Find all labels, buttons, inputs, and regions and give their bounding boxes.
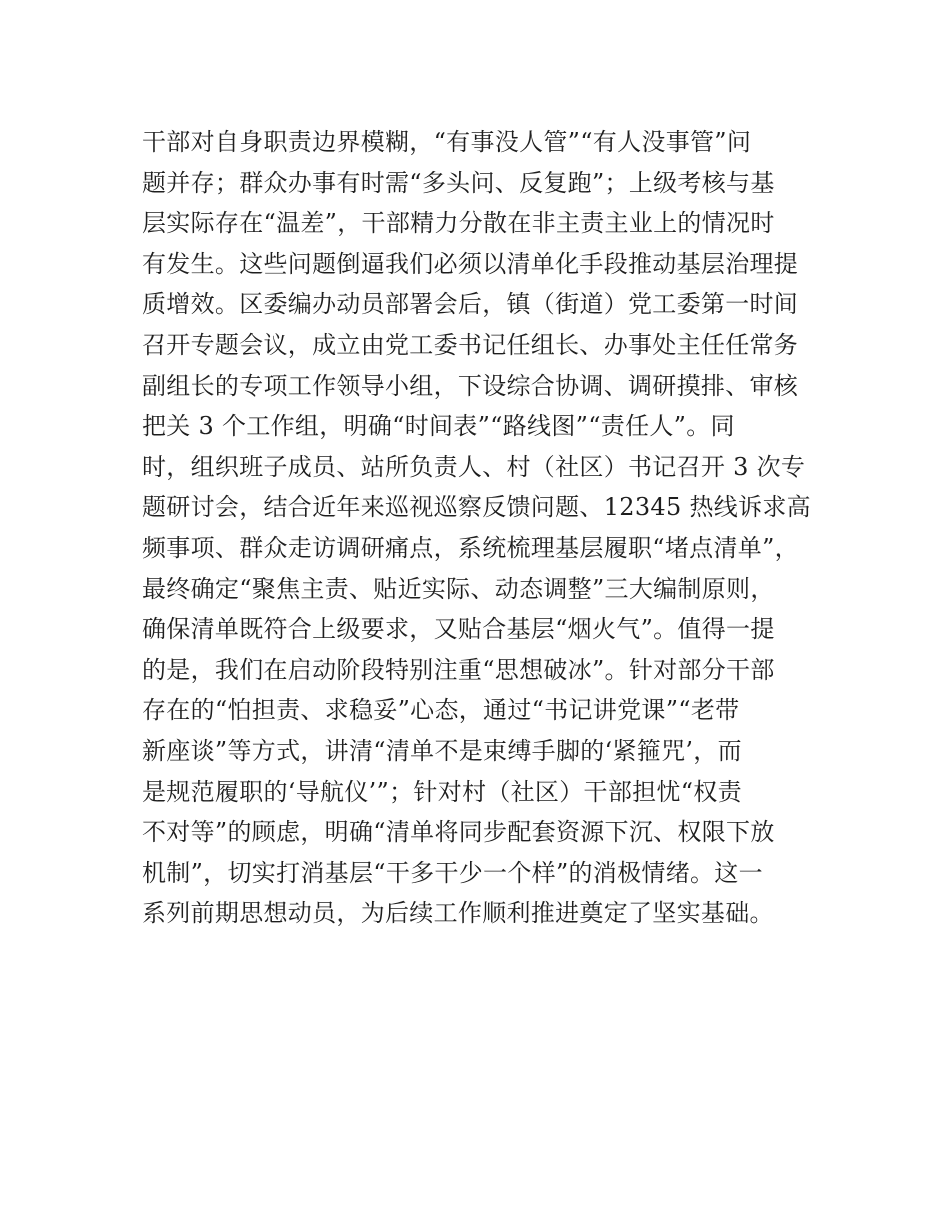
text-line: 把关 3 个工作组，明确“时间表”“路线图”“责任人”。同: [142, 412, 735, 441]
text-line: 质增效。区委编办动员部署会后，镇（街道）党工委第一时间: [142, 290, 799, 319]
text-line: 时，组织班子成员、站所负责人、村（社区）书记召开 3 次专: [142, 452, 806, 481]
text-line: 干部对自身职责边界模糊，“有事没人管”“有人没事管”问: [142, 128, 752, 156]
text-line: 频事项、群众走访调研痛点，系统梳理基层履职“堵点清单”，: [142, 533, 799, 562]
text-line: 有发生。这些问题倒逼我们必须以清单化手段推动基层治理提: [142, 249, 799, 278]
text-line: 机制”，切实打消基层“干多干少一个样”的消极情绪。这一: [142, 858, 763, 887]
text-line: 层实际存在“温差”，干部精力分散在非主责主业上的情况时: [142, 209, 775, 238]
text-line: 是规范履职的‘导航仪’”；针对村（社区）干部担忧“权责: [142, 777, 742, 806]
text-line: 不对等”的顾虑，明确“清单将同步配套资源下沉、权限下放: [142, 818, 775, 847]
text-line: 召开专题会议，成立由党工委书记任组长、办事处主任任常务: [142, 330, 799, 359]
text-line: 存在的“怕担责、求稳妥”心态，通过“书记讲党课”“老带: [142, 696, 740, 725]
text-line: 题研讨会，结合近年来巡视巡察反馈问题、12345 热线诉求高: [142, 493, 811, 522]
text-line: 的是，我们在启动阶段特别注重“思想破冰”。针对部分干部: [142, 655, 775, 684]
text-line: 题并存；群众办事有时需“多头问、反复跑”；上级考核与基: [142, 168, 775, 197]
text-line: 确保清单既符合上级要求，又贴合基层“烟火气”。值得一提: [142, 615, 775, 644]
body-paragraph: [142, 122, 842, 934]
text-line: 副组长的专项工作领导小组，下设综合协调、调研摸排、审核: [142, 371, 799, 400]
text-line: 系列前期思想动员，为后续工作顺利推进奠定了坚实基础。: [142, 899, 774, 928]
text-line: 最终确定“聚焦主责、贴近实际、动态调整”三大编制原则，: [142, 574, 775, 603]
text-line: 新座谈”等方式，讲清“清单不是束缚手脚的‘紧箍咒’，而: [142, 736, 742, 765]
